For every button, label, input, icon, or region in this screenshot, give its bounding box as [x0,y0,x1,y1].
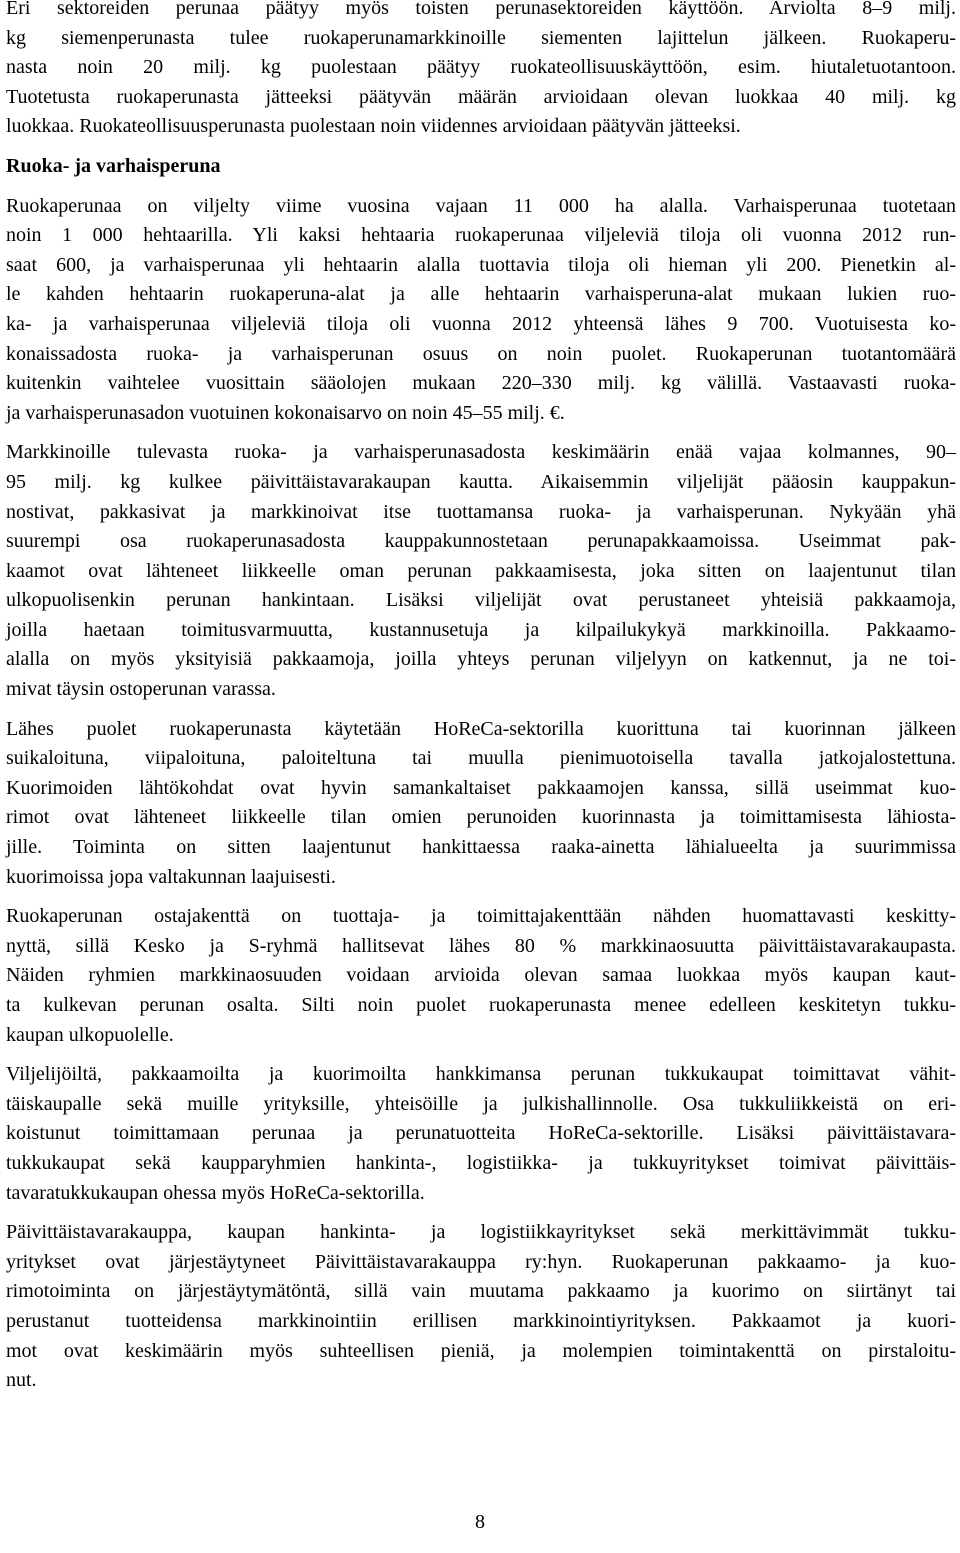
text-line: konaissadosta ruoka- ja varhaisperunan osuus on noin puolet. Ruokaperunan tuotantomäärä [6,342,956,365]
text-line: kaupan ulkopuolelle. [6,1023,174,1046]
text-line: Eri sektoreiden perunaa päätyy myös toisten perunasektoreiden käyttöön. Arviolta 8–9 milj. [6,0,956,19]
text-line: kuorimoissa jopa valtakunnan laajuisesti. [6,865,336,888]
text-line: Markkinoille tulevasta ruoka- ja varhaisperunasadosta keskimäärin enää vajaa kolmannes, 90– [6,441,956,464]
text-line: Kuorimoiden lähtökohdat ovat hyvin samankaltaiset pakkaamojen kanssa, sillä useimmat kuo- [6,776,956,799]
text-line: noin 1 000 hehtaarilla. Yli kaksi hehtaaria ruokaperunaa viljeleviä tiloja oli vuonna 2012 run- [6,224,956,247]
text-line: nostivat, pakkasivat ja markkinoivat itse tuottamansa ruoka- ja varhaisperunan. Nykyään yhä [6,500,956,523]
text-line: Lähes puolet ruokaperunasta käytetään HoReCa-sektorilla kuorittuna tai kuorinnan jälkeen [6,717,956,740]
paragraph-6 [6,1218,956,1396]
text-line: alalla on myös yksityisiä pakkaamoja, joilla yhteys perunan viljelyyn on katkennut, ja ne toi- [6,648,956,671]
text-line: ka- ja varhaisperunaa viljeleviä tiloja oli vuonna 2012 yhteensä lähes 9 700. Vuotuisesta ko- [6,312,956,335]
text-line: ulkopuolisenkin perunan hankintaan. Lisäksi viljelijät ovat perustaneet yhteisiä pakkaamoja, [6,589,956,612]
text-line: nut. [6,1369,37,1392]
page-number: 8 [475,1511,485,1533]
text-line: kg siemenperunasta tulee ruokaperunamarkkinoille siementen lajittelun jälkeen. Ruokaperu- [6,26,956,49]
text-line: saat 600, ja varhaisperunaa yli hehtaarin alalla tuottavia tiloja oli hieman yli 200. Pienetkin al- [6,253,956,276]
text-line: kaamot ovat lähteneet liikkeelle oman perunan pakkaamisesta, joka sitten on laajentunut tilan [6,559,956,582]
text-line: le kahden hehtaarin ruokaperuna-alat ja alle hehtaarin varhaisperuna-alat mukaan lukien ruo- [6,283,956,306]
text-line: 95 milj. kg kulkee päivittäistavarakaupan kautta. Aikaisemmin viljelijät pääosin kauppakun- [6,470,956,493]
text-line: Päivittäistavarakauppa, kaupan hankinta- ja logistiikkayritykset sekä merkittävimmät tukku- [6,1221,956,1244]
text-line: ta kulkevan perunan osalta. Silti noin puolet ruokaperunasta menee edelleen keskitetyn tukku- [6,994,956,1016]
text-line: koistunut toimittamaan perunaa ja perunatuotteita HoReCa-sektorille. Lisäksi päivittäistavara- [6,1122,956,1145]
text-line: joilla haetaan toimitusvarmuutta, kustannusetuja ja kilpailukykyä markkinoilla. Pakkaamo- [6,618,956,641]
text-line: suurempi osa ruokaperunasadosta kauppakunnostetaan perunapakkaamoissa. Useimmat pak- [6,530,956,553]
text-line: Näiden ryhmien markkinaosuuden voidaan arvioida olevan samaa luokkaa myös kaupan kaut- [6,964,956,987]
paragraph-4 [6,902,956,1050]
text-line: tukkukaupat sekä kaupparyhmien hankinta-, logistiikka- ja tukkuyritykset toimivat päivittäis- [6,1151,956,1174]
text-line: kuitenkin vaihtelee vuosittain sääolojen mukaan 220–330 milj. kg välillä. Vastaavasti ruoka- [6,372,956,395]
text-line: perustanut tuotteidensa markkinointiin erillisen markkinointiyrityksen. Pakkaamot ja kuori- [6,1309,956,1332]
paragraph-3 [6,715,956,893]
paragraph-2 [6,438,956,704]
text-line: tavaratukkukaupan ohessa myös HoReCa-sektorilla. [6,1181,425,1204]
text-line: Tuotetusta ruokaperunasta jätteeksi päätyvän määrän arvioidaan olevan luokkaa 40 milj. kg [6,85,956,108]
intro-paragraph [6,0,956,142]
text-line: Viljelijöiltä, pakkaamoilta ja kuorimoilta hankkimansa perunan tukkukaupat toimittavat vähit- [6,1063,956,1086]
text-line: luokkaa. Ruokateollisuusperunasta puolestaan noin viidennes arvioidaan päätyvän jätteeksi. [6,115,741,138]
text-line: mivat täysin ostoperunan varassa. [6,678,276,701]
text-line: rimotoiminta on järjestäytymätöntä, sillä vain muutama pakkaamo ja kuorimo on siirtänyt tai [6,1280,956,1303]
text-line: suikaloituna, viipaloituna, paloiteltuna tai muulla pienimuotoisella tavalla jatkojalostettuna. [6,747,956,770]
text-line: mot ovat keskimäärin myös suhteellisen pieniä, ja molempien toimintakenttä on pirstaloitu- [6,1339,956,1362]
text-line: rimot ovat lähteneet liikkeelle tilan omien perunoiden kuorinnasta ja toimittamisesta lähiosta- [6,806,956,829]
section-heading: Ruoka- ja varhaisperuna [6,154,221,177]
text-line: jille. Toiminta on sitten laajentunut hankittaessa raaka-ainetta lähialueelta ja suurimmissa [6,836,956,859]
paragraph-1 [6,192,956,429]
paragraph-5 [6,1060,956,1208]
text-line: yritykset ovat järjestäytyneet Päivittäistavarakauppa ry:hyn. Ruokaperunan pakkaamo- ja kuo- [6,1250,956,1273]
text-line: Ruokaperunan ostajakenttä on tuottaja- ja toimittajakenttään nähden huomattavasti keskitty- [6,905,956,928]
text-line: ja varhaisperunasadon vuotuinen kokonaisarvo on noin 45–55 milj. €. [6,401,565,424]
text-line: nasta noin 20 milj. kg puolestaan päätyy ruokateollisuuskäyttöön, esim. hiutaletuotantoon. [6,56,956,79]
text-line: täiskaupalle sekä muille yrityksille, yhteisöille ja julkishallinnolle. Osa tukkuliikkeistä on eri- [6,1092,956,1115]
text-line: nyttä, sillä Kesko ja S-ryhmä hallitsevat lähes 80 % markkinaosuutta päivittäistavarakaupasta. [6,934,956,957]
text-line: Ruokaperunaa on viljelty viime vuosina vajaan 11 000 ha alalla. Varhaisperunaa tuotetaan [6,194,956,217]
document-page [6,0,956,1396]
